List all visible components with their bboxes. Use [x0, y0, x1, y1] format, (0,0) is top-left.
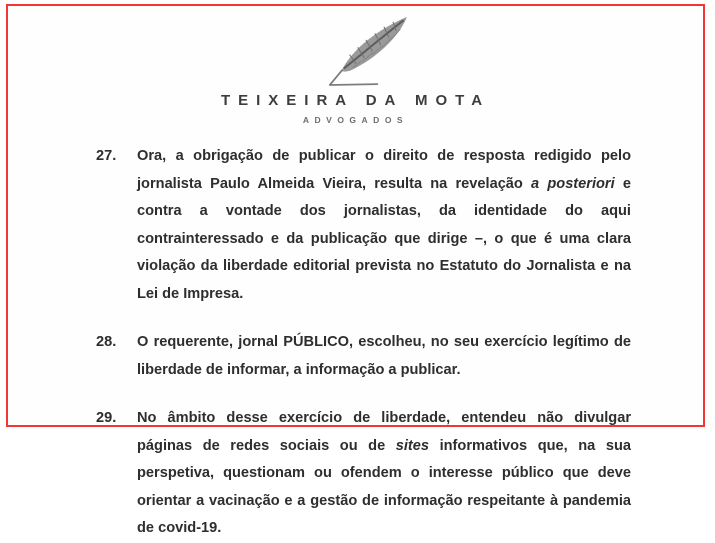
paragraph-number: 27. [96, 148, 117, 164]
logo [8, 12, 703, 88]
letterhead [8, 6, 703, 125]
numbered-paragraph [96, 329, 631, 384]
document-page [6, 4, 705, 536]
paragraph-number: 29. [96, 410, 117, 426]
italic-text: sites [395, 437, 430, 454]
text-run: No âmbito desse exercício de liberdade, entendeu não divulgar páginas de redes sociais ou de [137, 410, 631, 454]
text-run: Ora, a obrigação de publicar o direito de resposta redigido pelo jornalista Paulo Almeida Vieira, resulta na revelação [137, 148, 631, 192]
numbered-paragraph [96, 143, 631, 308]
paragraph-text [137, 143, 631, 308]
text-run: O requerente, jornal PÚBLICO, escolheu, no seu exercício legítimo de liberdade de informar, a informação a publicar. [137, 334, 631, 378]
quill-feather-icon [315, 12, 425, 94]
brand-subtitle: ADVOGADOS [302, 115, 409, 125]
italic-text: a posteriori [531, 175, 615, 192]
paragraph-number: 28. [96, 334, 117, 350]
paragraph-text [137, 329, 631, 384]
paragraph-list [96, 143, 631, 543]
text-run: e contra a vontade dos jornalistas, da identidade do aqui contrainteressado e da publicação que dirige –, o que é uma clara violação da liberdade editorial prevista no Estatuto do Jornalista e na Lei de Impresa. [137, 175, 631, 302]
brand-name: TEIXEIRA DA MOTA [220, 92, 491, 109]
numbered-paragraph [96, 405, 631, 543]
text-run: informativos que, na sua perspetiva, questionam ou ofendem o interesse público que deve orientar a vacinação e a gestão de informação respeitante à pandemia de covid-19. [137, 437, 631, 536]
paragraph-text [137, 405, 631, 543]
